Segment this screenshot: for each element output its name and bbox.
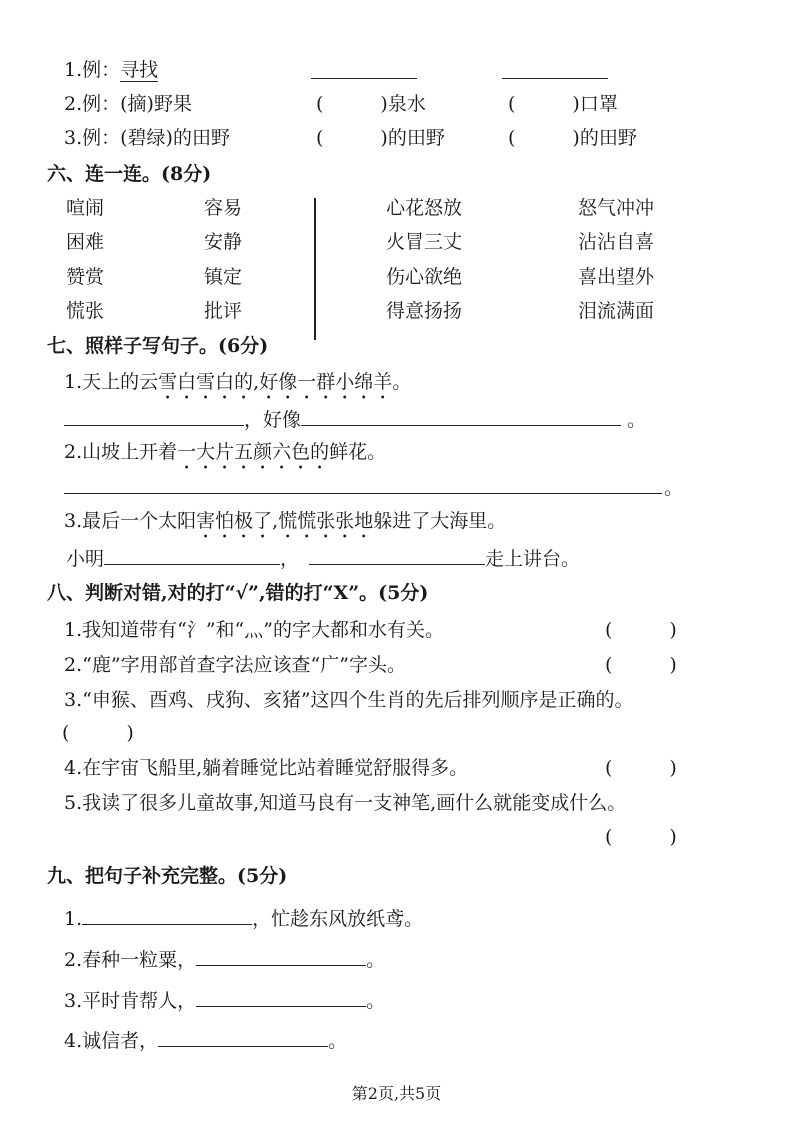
s7-q3-part-e: 躲进了大海里。 (373, 510, 507, 532)
s6-col3-0[interactable]: 心花怒放 (386, 197, 463, 219)
s6-col1-0[interactable]: 喧闹 (66, 197, 105, 219)
s7-q3-dotted-2: 慌慌张张地 (278, 510, 374, 532)
s6-title: 六、连一连。(8分) (47, 163, 212, 185)
s7-q1-comma: , (253, 371, 260, 393)
s5-r3-c2[interactable]: ( )的田野 (316, 127, 445, 149)
s7-q2-blank[interactable] (64, 493, 662, 494)
s7-q3-blank-2[interactable] (309, 544, 485, 565)
s9-title: 九、把句子补充完整。(5分) (47, 865, 288, 887)
s5-r2-c2[interactable]: ( )泉水 (316, 93, 426, 115)
s8-paren-3[interactable]: ( ) (62, 722, 134, 744)
s9-q1-num: 1. (64, 908, 83, 930)
s9-q3-before: 3.平时肯帮人， (64, 990, 197, 1012)
s7-q1-dotted-1: 雪白雪白的 (158, 371, 254, 393)
s9-q2-after: 。 (366, 949, 386, 971)
s6-col1-1[interactable]: 困难 (66, 231, 105, 253)
s5-r3-c3[interactable]: ( )的田野 (508, 127, 637, 149)
s8-item-1: 1.我知道带有“氵”和“灬”的字大都和水有关。 (64, 619, 444, 641)
s9-q1 (64, 904, 423, 931)
s8-item-4: 4.在宇宙飞船里,躺着睡觉比站着睡觉舒服得多。 (64, 757, 469, 779)
s9-q4-blank[interactable] (158, 1026, 328, 1047)
s7-q3-mid: ， (280, 548, 300, 570)
s6-col1-2[interactable]: 赞赏 (66, 266, 105, 288)
s6-col4-2[interactable]: 喜出望外 (578, 266, 655, 288)
s6-col2-1[interactable]: 安静 (204, 231, 243, 253)
s5-r1-blank-1[interactable] (311, 78, 417, 79)
s8-paren-1[interactable]: ( ) (605, 619, 677, 641)
s9-q4-before: 4.诚信者， (64, 1030, 159, 1052)
s5-row1 (64, 58, 158, 82)
s7-q1-mid-text: ，好像 (244, 409, 302, 431)
s9-q2-blank[interactable] (196, 945, 366, 966)
s5-r2-label: 2.例：(摘)野果 (64, 93, 192, 115)
s9-q4-after: 。 (328, 1030, 348, 1052)
s7-q1-blank-1[interactable] (64, 405, 244, 426)
s6-col3-3[interactable]: 得意扬扬 (386, 300, 463, 322)
s9-q3 (64, 986, 385, 1013)
s6-col4-3[interactable]: 泪流满面 (578, 300, 655, 322)
s9-q3-after: 。 (366, 990, 386, 1012)
s7-q1-part-a: 1.天上的云 (64, 371, 159, 393)
s8-title: 八、判断对错,对的打“√”,错的打“X”。(5分) (47, 582, 429, 604)
s7-q3 (64, 509, 506, 543)
s7-q2-part-c: 鲜花。 (329, 441, 387, 463)
s5-r3-label: 3.例：(碧绿)的田野 (64, 127, 230, 149)
s7-q3-end: 走上讲台。 (485, 548, 581, 570)
s9-q4 (64, 1026, 347, 1053)
s7-q3-blank-1[interactable] (104, 544, 280, 565)
s7-q1-period: 。 (392, 371, 412, 393)
s6-col3-2[interactable]: 伤心欲绝 (386, 266, 463, 288)
s6-col3-1[interactable]: 火冒三丈 (386, 231, 463, 253)
s7-q3-start: 小明 (66, 548, 105, 570)
s9-q2-before: 2.春种一粒粟， (64, 949, 197, 971)
s8-paren-4[interactable]: ( ) (605, 757, 677, 779)
s9-q3-blank[interactable] (196, 986, 366, 1007)
s6-col4-1[interactable]: 沾沾自喜 (578, 231, 655, 253)
s5-r2-c3[interactable]: ( )口罩 (508, 93, 618, 115)
s5-r1-blank-2[interactable] (502, 78, 608, 79)
s7-q2 (64, 440, 386, 474)
s7-q1 (64, 370, 411, 404)
s9-q1-after: ，忙趁东风放纸鸢。 (252, 908, 424, 930)
s6-col2-2[interactable]: 镇定 (204, 266, 243, 288)
s7-title: 七、照样子写句子。(6分) (47, 335, 269, 357)
s8-paren-2[interactable]: ( ) (605, 654, 677, 676)
s6-divider (314, 198, 316, 340)
s7-q3-part-a: 3.最后一个太阳 (64, 510, 197, 532)
s6-col2-3[interactable]: 批评 (204, 300, 243, 322)
s6-col2-0[interactable]: 容易 (204, 197, 243, 219)
s6-col1-3[interactable]: 慌张 (66, 300, 105, 322)
s8-item-3: 3.“申猴、酉鸡、戌狗、亥猪”这四个生肖的先后排列顺序是正确的。 (64, 689, 634, 711)
s7-q2-dotted: 一大片五颜六色的 (177, 441, 330, 463)
s7-q2-part-a: 2.山坡上开着 (64, 441, 178, 463)
s7-q1-blank-2[interactable] (301, 405, 621, 426)
s7-q3-comma: , (272, 510, 279, 532)
s7-q1-end: 。 (627, 409, 647, 431)
s9-q2 (64, 945, 385, 972)
s9-q1-blank[interactable] (82, 904, 252, 925)
s8-item-5: 5.我读了很多儿童故事,知道马良有一支神笔,画什么就能变成什么。 (64, 792, 627, 814)
s7-q1-answer-line (64, 405, 646, 432)
page-number-footer: 第2页,共5页 (351, 1084, 442, 1103)
s7-q2-end: 。 (664, 477, 684, 499)
s6-col4-0[interactable]: 怒气冲冲 (578, 197, 655, 219)
s7-q3-answer-line (66, 544, 580, 571)
s5-r1-example-word: 寻找 (120, 59, 159, 81)
s8-paren-5[interactable]: ( ) (605, 826, 677, 848)
s5-r1-label: 1.例： (64, 59, 121, 81)
s8-item-2: 2.“鹿”字用部首查字法应该查“广”字头。 (64, 654, 406, 676)
s7-q3-dotted-1: 害怕极了 (196, 510, 273, 532)
s7-q1-dotted-2: 好像一群小绵羊 (259, 371, 393, 393)
